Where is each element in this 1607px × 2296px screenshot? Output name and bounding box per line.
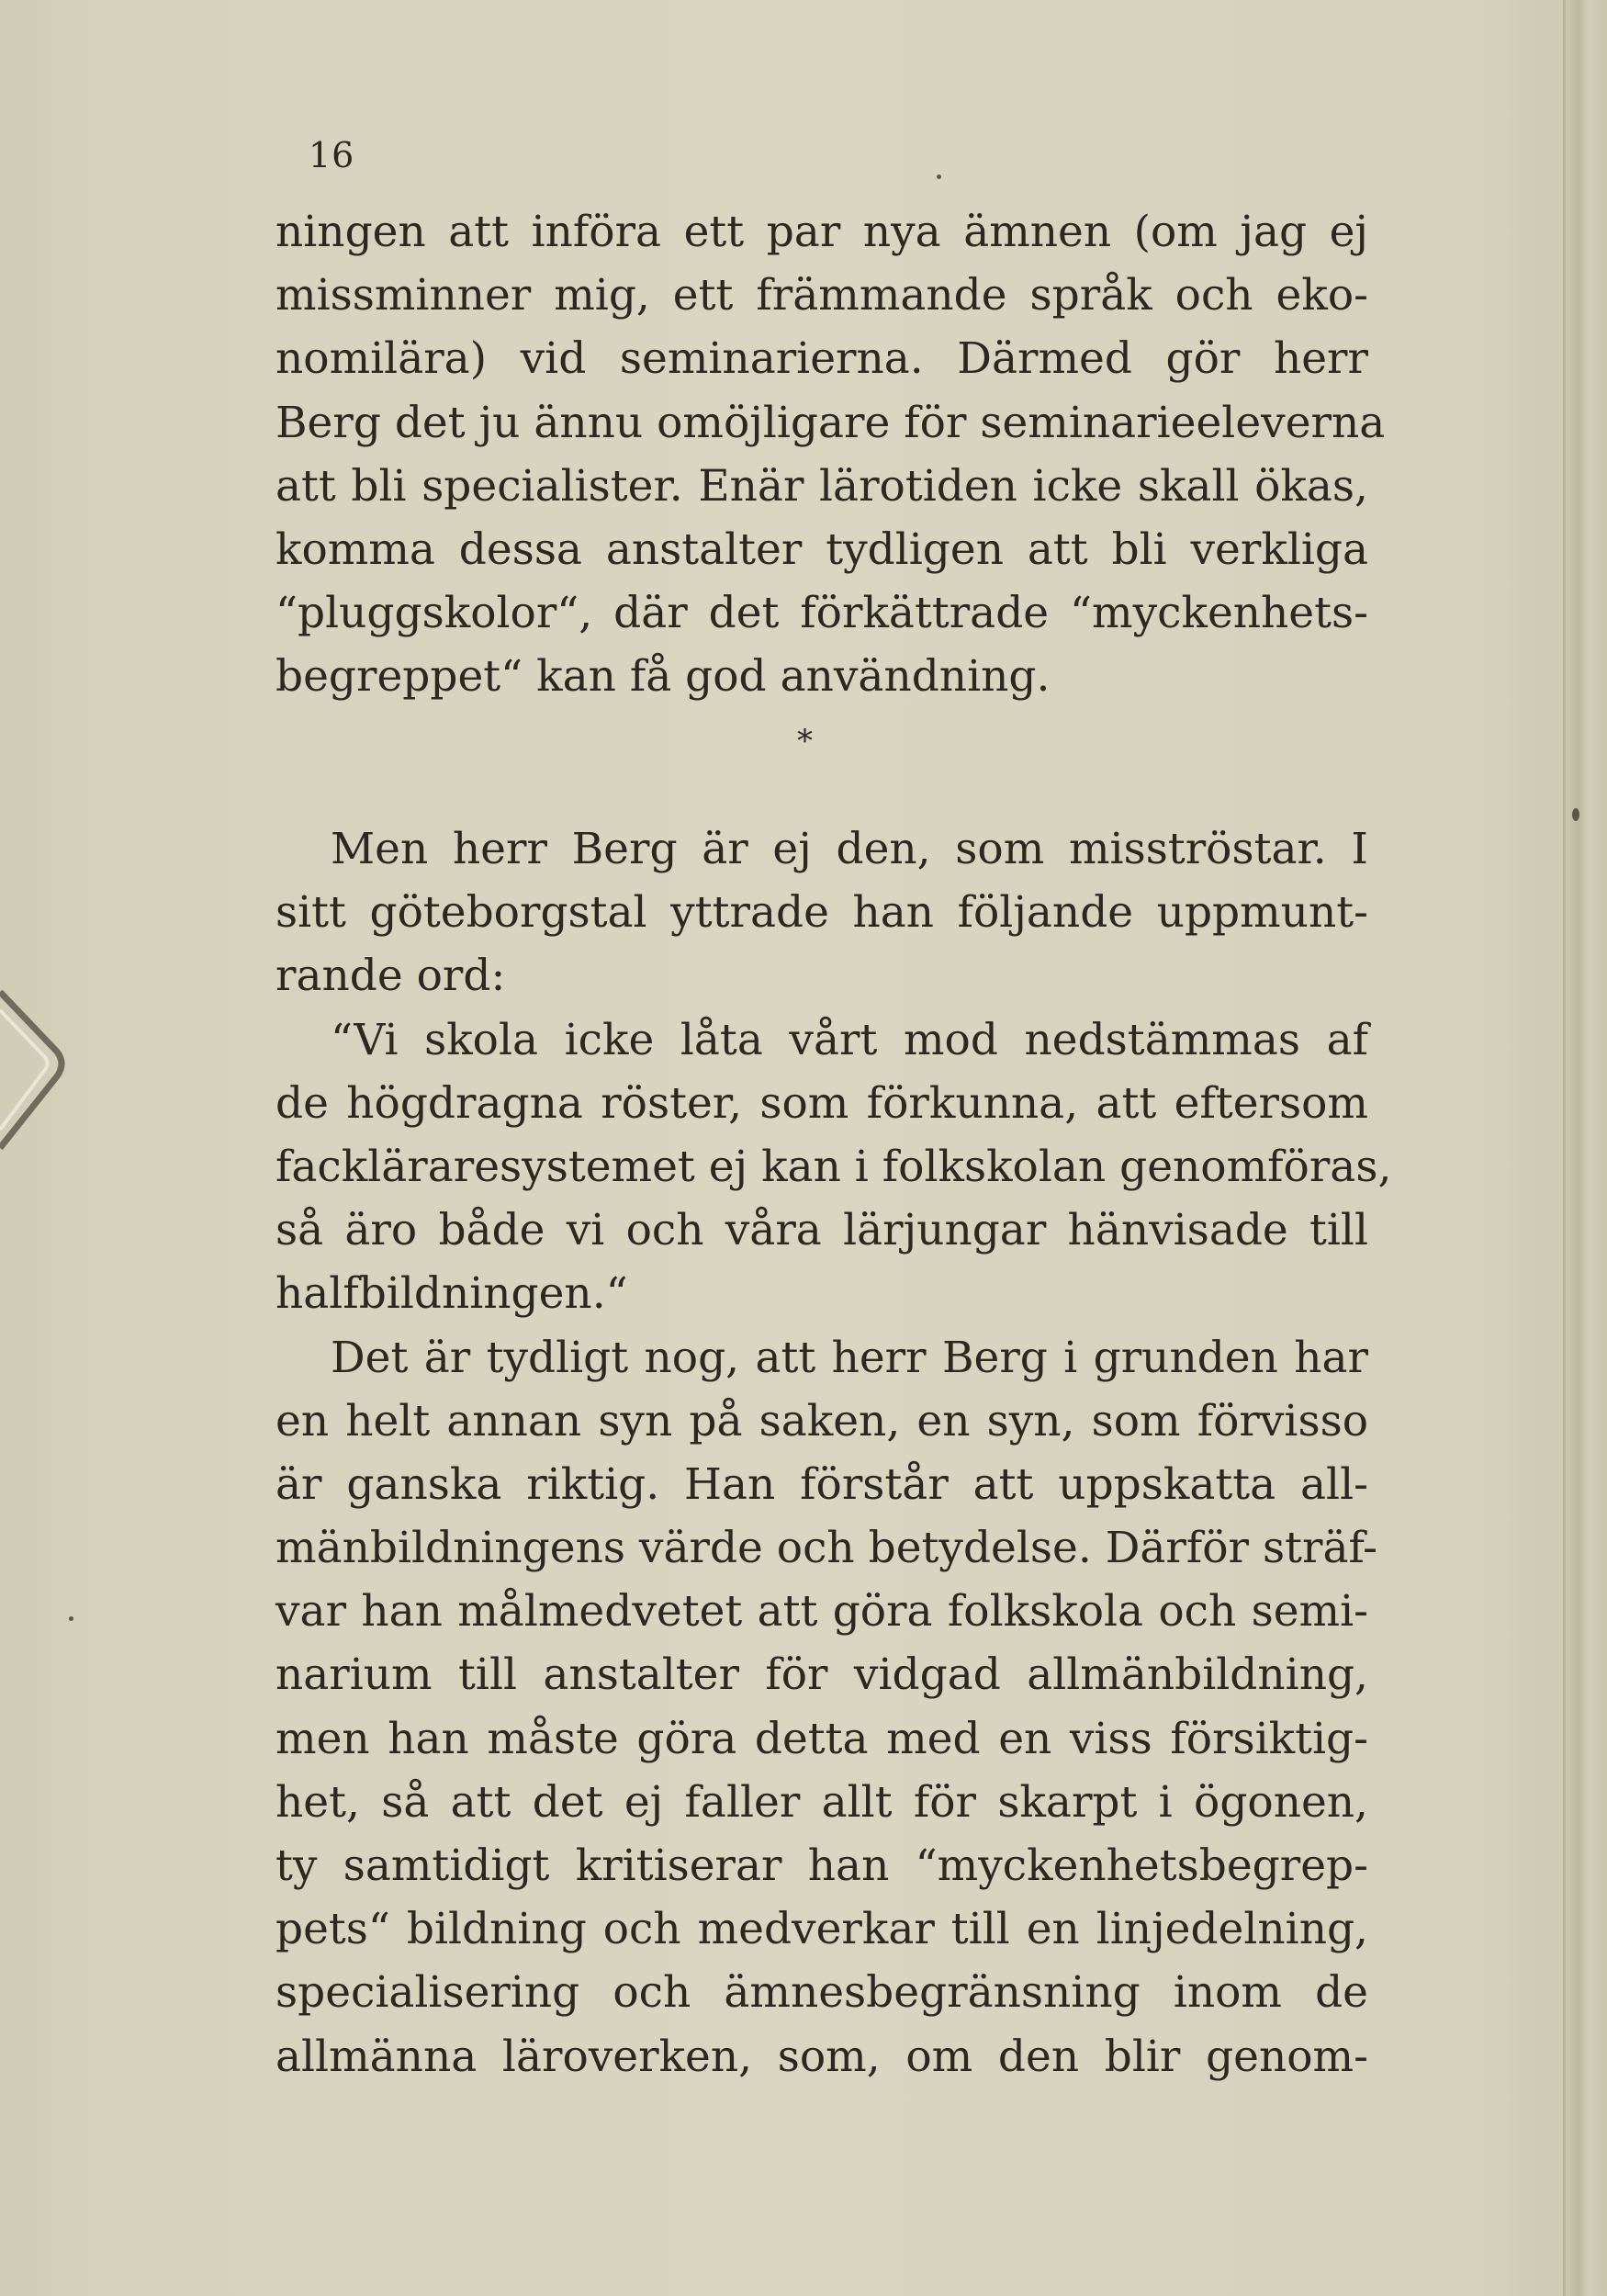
- paragraph2-line: Men herr Berg är ej den, som misströstar. I: [331, 824, 1368, 874]
- paper-speck: [1572, 808, 1579, 821]
- page-edge: [1561, 0, 1607, 2296]
- paragraph2-line: sitt göteborgstal yttrade han följande uppmunt-: [275, 887, 1368, 939]
- paragraph3-line: specialisering och ämnesbegränsning inom de: [275, 1967, 1368, 2019]
- text-body: [275, 817, 1392, 2088]
- paragraph3-line: mänbildningens värde och betydelse. Därför sträf-: [275, 1523, 1378, 1574]
- paragraph3-line: ty samtidigt kritiserar han “myckenhetsbegrep-: [275, 1840, 1368, 1891]
- paragraph3-line: allmänna läroverken, som, om den blir genom-: [275, 2031, 1368, 2082]
- paragraph3-line: narium till anstalter för vidgad allmänbildning,: [275, 1649, 1368, 1701]
- paragraph1-line: “pluggskolor“, där det förkättrade “myckenhets-: [275, 588, 1368, 639]
- page-number: 16: [309, 135, 355, 175]
- paragraph1-line: nomilära) vid seminarierna. Därmed gör herr: [275, 333, 1368, 385]
- paragraph1-line: att bli specialister. Enär lärotiden icke skall ökas,: [275, 460, 1368, 512]
- paragraph1-line: komma dessa anstalter tydligen att bli verkliga: [275, 523, 1368, 575]
- quote-line: halfbildningen.“: [275, 1268, 628, 1320]
- paragraph1-line: Berg det ju ännu omöjligare för seminarieeleverna: [275, 397, 1386, 448]
- clip-mark-icon: [0, 955, 73, 1185]
- section-separator: *: [797, 723, 813, 760]
- paper-speck: [69, 1616, 73, 1621]
- paragraph3-line: pets“ bildning och medverkar till en linjedelning,: [275, 1904, 1368, 1955]
- paragraph-1: [275, 200, 1386, 709]
- paragraph1-line: missminner mig, ett främmande språk och eko-: [275, 270, 1368, 321]
- paragraph3-line: är ganska riktig. Han förstår att uppskatta all-: [275, 1458, 1368, 1510]
- quote-line: så äro både vi och våra lärjungar hänvisade till: [275, 1205, 1368, 1256]
- quote-line: de högdragna röster, som förkunna, att eftersom: [275, 1077, 1368, 1129]
- paragraph3-line: het, så att det ej faller allt för skarpt i ögonen,: [275, 1776, 1368, 1828]
- paragraph3-line: Det är tydligt nog, att herr Berg i grunden har: [331, 1332, 1368, 1383]
- quote-line: “Vi skola icke låta vårt mod nedstämmas af: [331, 1014, 1368, 1065]
- paragraph1-line: begreppet“ kan få god användning.: [275, 651, 1051, 703]
- paragraph3-line: var han målmedvetet att göra folkskola och semi-: [275, 1586, 1368, 1638]
- paragraph1-line: ningen att införa ett par nya ämnen (om jag ej: [275, 207, 1368, 257]
- quote-line: fackläraresystemet ej kan i folkskolan genomföras,: [275, 1141, 1392, 1192]
- paragraph3-line: en helt annan syn på saken, en syn, som förvisso: [275, 1395, 1368, 1446]
- paragraph2-line: rande ord:: [275, 951, 506, 1002]
- paragraph3-line: men han måste göra detta med en viss försiktig-: [275, 1713, 1368, 1764]
- page-edge-line: [1563, 0, 1566, 2296]
- paper-speck: [937, 174, 941, 179]
